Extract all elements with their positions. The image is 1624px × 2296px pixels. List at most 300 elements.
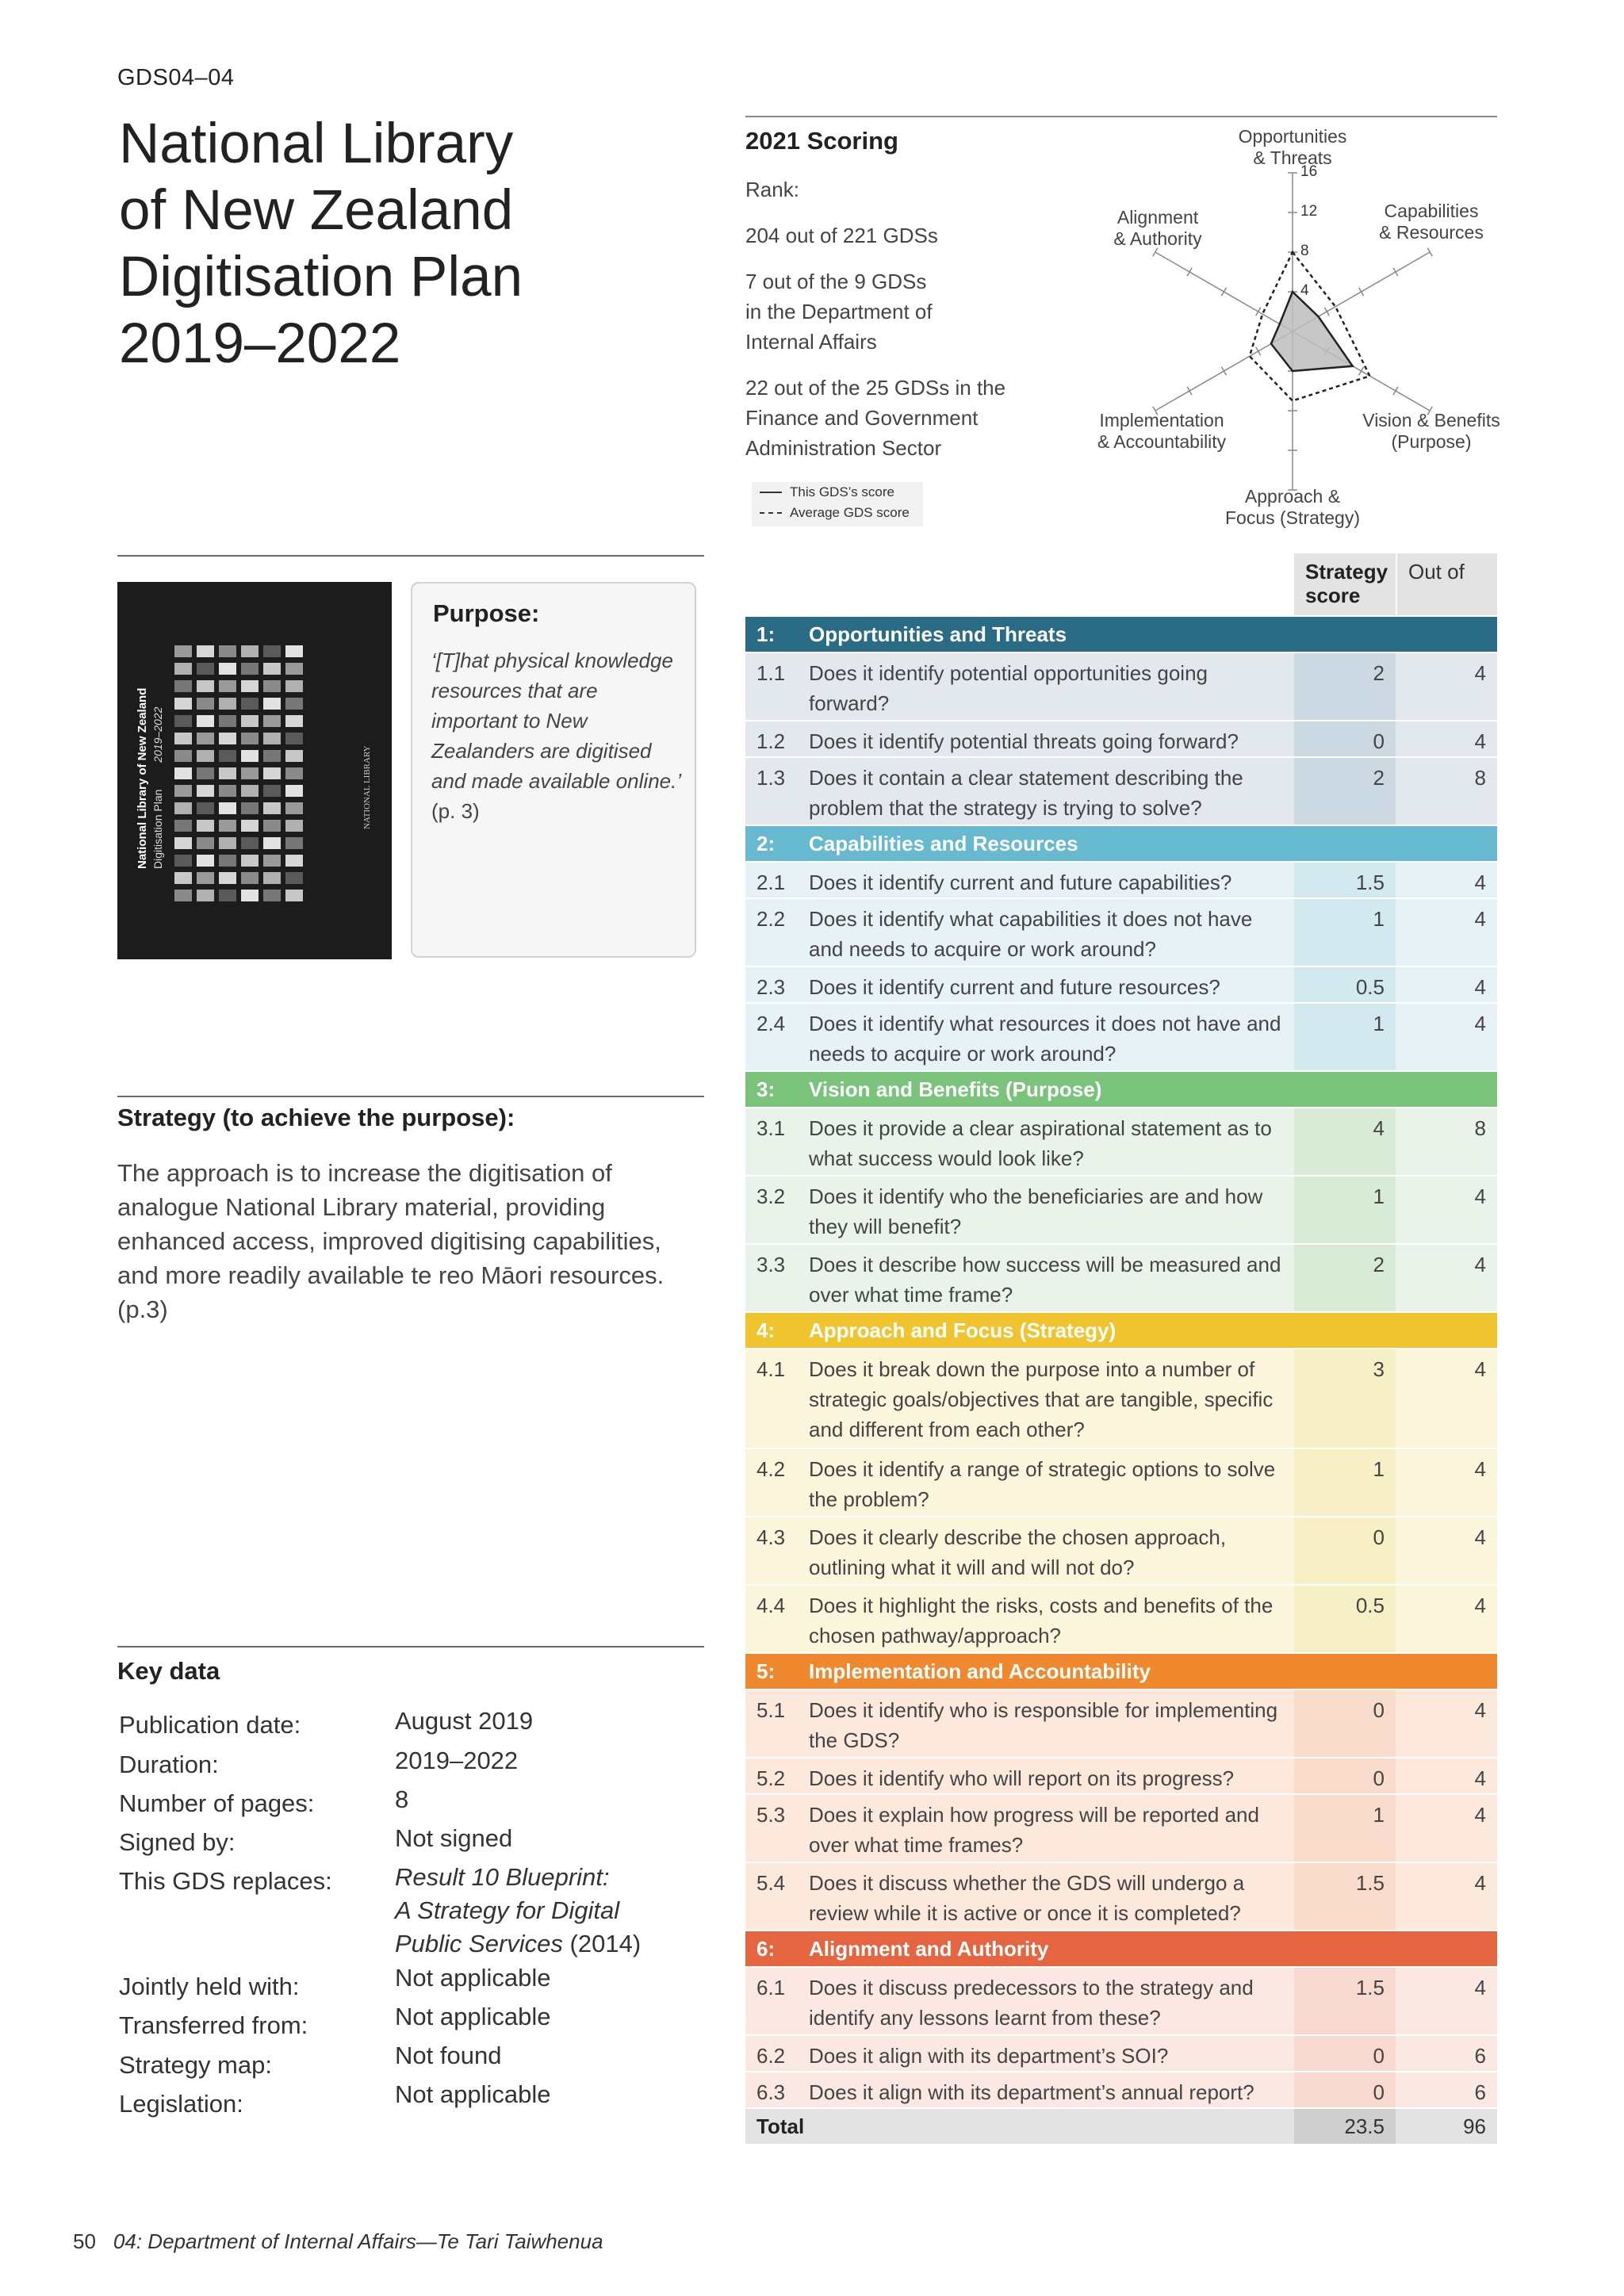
radar-tick	[1256, 347, 1261, 355]
cover-tile	[285, 750, 303, 762]
kd-map-value: Not found	[395, 2042, 502, 2069]
table-row	[745, 1449, 1497, 1516]
cover-tile	[263, 680, 281, 692]
question-text: Does it explain how progress will be reported and over what time frames?	[809, 1803, 1259, 1857]
kd-signed-label: Signed by:	[119, 1828, 236, 1856]
question-id: 2.2	[756, 907, 786, 931]
cover-tile	[285, 680, 303, 692]
table-row	[745, 1690, 1497, 1757]
solid-line-icon	[760, 492, 782, 493]
question-id: 2.4	[756, 1012, 786, 1035]
cover-tile	[241, 680, 259, 692]
kd-transferred-label: Transferred from:	[119, 2011, 308, 2039]
strategy-score-cell: 0	[1294, 2036, 1396, 2071]
table-row	[745, 1349, 1497, 1448]
table-header	[745, 553, 1497, 615]
cover-tile	[174, 855, 192, 867]
strategy-score-cell: 2	[1294, 758, 1396, 825]
question-text: Does it break down the purpose into a number of strategic goals/objectives that are tangible, specific and different from each other?	[809, 1357, 1274, 1441]
question-id: 5.4	[756, 1871, 786, 1895]
question-id: 3.1	[756, 1116, 786, 1140]
cover-tile	[219, 715, 236, 727]
table-row	[745, 899, 1497, 966]
table-row	[745, 863, 1497, 897]
rank-line: Administration Sector	[745, 436, 942, 460]
question-id: 5.1	[756, 1698, 786, 1722]
cover-tile	[174, 785, 192, 797]
cover-sub: Digitisation Plan	[151, 789, 164, 869]
kd-pages-label: Number of pages:	[119, 1789, 315, 1817]
table-row	[745, 1517, 1497, 1584]
section-title: Approach and Focus (Strategy)	[809, 1318, 1116, 1342]
cover-tile	[241, 890, 259, 901]
radar-legend	[752, 482, 923, 526]
strategy-score-cell: 1.5	[1294, 1968, 1396, 2034]
cover-tile	[219, 802, 236, 814]
section-title: Capabilities and Resources	[809, 832, 1078, 855]
cover-tile	[174, 680, 192, 692]
kd-replaces-text: A Strategy for Digital	[395, 1896, 620, 1924]
cover-tile	[241, 820, 259, 832]
out-of-cell: 4	[1474, 1525, 1486, 1549]
radar-tick	[1324, 308, 1329, 316]
total-score: 23.5	[1294, 2109, 1396, 2144]
cover-tile	[219, 767, 236, 779]
rank-overall: 204 out of 221 GDSs	[745, 224, 938, 247]
section-number: 2:	[756, 832, 776, 855]
radar-tick	[1187, 268, 1192, 276]
out-of-cell: 8	[1474, 766, 1486, 790]
cover-tile	[174, 698, 192, 710]
purpose-quote-text: ‘[T]hat physical knowledge resources that are important to New Zealanders are digitised and made available online.’	[431, 649, 682, 793]
kd-jointly-label: Jointly held with:	[119, 1973, 300, 2000]
rank-department	[745, 266, 933, 357]
rank-line: Internal Affairs	[745, 330, 877, 354]
kd-legislation-label: Legislation:	[119, 2090, 243, 2118]
radar-tick	[1153, 248, 1158, 256]
question-text: Does it identify who will report on its progress?	[809, 1766, 1235, 1790]
purpose-ref: (p. 3)	[431, 799, 480, 823]
rank-line: 22 out of the 25 GDSs in the	[745, 376, 1006, 400]
cover-tile	[174, 663, 192, 675]
radar-axis-label: Capabilities	[1384, 201, 1479, 221]
strategy-score-cell: 1	[1294, 1004, 1396, 1070]
cover-tile	[285, 820, 303, 832]
cover-tile	[241, 767, 259, 779]
out-of-cell: 4	[1474, 907, 1486, 931]
radar-tick-label: 4	[1300, 282, 1309, 299]
cover-tile	[219, 837, 236, 849]
question-id: 4.3	[756, 1525, 786, 1549]
radar-axis-label: & Authority	[1113, 228, 1202, 249]
cover-tile	[285, 733, 303, 744]
kd-replaces-text: Result 10 Blueprint:	[395, 1863, 610, 1891]
radar-axis-label: Focus (Strategy)	[1225, 507, 1360, 528]
key-data-divider	[117, 1646, 704, 1647]
legend-average-label: Average GDS score	[790, 505, 910, 520]
radar-axis-label: Implementation	[1099, 410, 1224, 430]
cover-tile	[263, 785, 281, 797]
footer-text: 04: Department of Internal Affairs—Te Tari Taiwhenua	[113, 2229, 603, 2253]
strategy-score-cell: 3	[1294, 1349, 1396, 1448]
kd-transferred-value: Not applicable	[395, 2003, 551, 2030]
cover-tile	[197, 663, 214, 675]
total-out-of: 96	[1463, 2114, 1486, 2138]
cover-tile	[241, 855, 259, 867]
cover-tile	[219, 750, 236, 762]
cover-tile	[197, 767, 214, 779]
scoring-divider	[745, 116, 1497, 117]
question-text: Does it identify current and future capabilities?	[809, 871, 1232, 894]
question-text: Does it identify who is responsible for implementing the GDS?	[809, 1698, 1278, 1752]
cover-tile	[219, 820, 236, 832]
question-text: Does it provide a clear aspirational statement as to what success would look like?	[809, 1116, 1272, 1170]
kd-signed-value: Not signed	[395, 1824, 513, 1852]
question-id: 5.2	[756, 1766, 786, 1790]
question-id: 6.3	[756, 2080, 786, 2104]
question-text: Does it discuss whether the GDS will undergo a review while it is active or once it is completed?	[809, 1871, 1245, 1925]
cover-tile	[285, 785, 303, 797]
section-number: 1:	[756, 622, 776, 646]
cover-tile	[197, 785, 214, 797]
question-id: 1.2	[756, 729, 786, 753]
cover-tile	[285, 645, 303, 657]
cover-tile	[263, 802, 281, 814]
cover-tile	[263, 820, 281, 832]
kd-legislation-value: Not applicable	[395, 2080, 551, 2108]
out-of-cell: 4	[1474, 1766, 1486, 1790]
radar-tick	[1256, 308, 1261, 316]
question-text: Does it identify who the beneficiaries are and how they will benefit?	[809, 1184, 1263, 1238]
kd-duration-value: 2019–2022	[395, 1747, 519, 1774]
kd-duration-label: Duration:	[119, 1751, 219, 1778]
total-label: Total	[756, 2114, 805, 2138]
cover-tile	[263, 698, 281, 710]
table-total-row	[745, 2109, 1497, 2144]
kd-replaces-line	[395, 1861, 696, 1894]
radar-axis-label: Alignment	[1116, 207, 1199, 228]
strategy-score-cell: 0	[1294, 1758, 1396, 1793]
page-title	[119, 111, 595, 377]
out-of-cell: 6	[1474, 2080, 1486, 2104]
col-strategy-score: Strategy score	[1294, 553, 1396, 615]
cover-tile	[241, 715, 259, 727]
cover-tile	[197, 698, 214, 710]
strategy-score-cell: 1	[1294, 899, 1396, 966]
question-text: Does it discuss predecessors to the strategy and identify any lessons learnt from these?	[809, 1976, 1254, 2030]
strategy-score-cell: 1	[1294, 1449, 1396, 1516]
cover-tile	[174, 837, 192, 849]
key-data-heading: Key data	[117, 1657, 220, 1685]
strategy-score-cell: 0	[1294, 1517, 1396, 1584]
radar-tick-label: 12	[1300, 203, 1318, 220]
question-text: Does it identify a range of strategic options to solve the problem?	[809, 1457, 1276, 1511]
out-of-cell: 4	[1474, 1976, 1486, 1999]
radar-axis-label: (Purpose)	[1391, 431, 1472, 452]
cover-years: 2019–2022	[151, 706, 164, 763]
kd-replaces-label: This GDS replaces:	[119, 1867, 332, 1895]
cover-tile	[197, 733, 214, 744]
cover-tile	[241, 645, 259, 657]
strategy-score-cell: 0	[1294, 2072, 1396, 2107]
radar-axis-label: Opportunities	[1238, 126, 1347, 147]
table-row	[745, 758, 1497, 825]
section-title: Opportunities and Threats	[809, 622, 1067, 646]
cover-tile	[174, 645, 192, 657]
title-line: of New Zealand	[119, 179, 514, 242]
table-row	[745, 967, 1497, 1002]
question-id: 2.1	[756, 871, 786, 894]
radar-axis-label: & Accountability	[1097, 431, 1227, 452]
cover-tile	[197, 802, 214, 814]
kd-publication-value: August 2019	[395, 1707, 534, 1735]
table-row	[745, 1177, 1497, 1243]
title-line: Digitisation Plan	[119, 246, 523, 308]
table-row	[745, 1758, 1497, 1793]
cover-tile	[263, 663, 281, 675]
question-id: 4.1	[756, 1357, 786, 1381]
cover-tile	[174, 733, 192, 744]
cover-tile	[241, 837, 259, 849]
out-of-cell: 4	[1474, 1012, 1486, 1035]
cover-tile	[219, 645, 236, 657]
question-text: Does it identify what resources it does not have and needs to acquire or work around?	[809, 1012, 1281, 1066]
question-text: Does it identify current and future resources?	[809, 975, 1220, 999]
cover-logo: NATIONAL LIBRARY	[362, 745, 372, 829]
question-text: Does it identify potential opportunities going forward?	[809, 661, 1208, 715]
cover-tile	[219, 890, 236, 901]
question-text: Does it highlight the risks, costs and benefits of the chosen pathway/approach?	[809, 1594, 1274, 1647]
cover-tile	[197, 750, 214, 762]
out-of-cell: 4	[1474, 1803, 1486, 1827]
strategy-score-cell: 0.5	[1294, 967, 1396, 1002]
cover-tile	[263, 645, 281, 657]
cover-tile	[285, 890, 303, 901]
radar-tick	[1359, 288, 1364, 296]
cover-tile	[263, 890, 281, 901]
kd-replaces-line	[395, 1927, 696, 1961]
cover-tile	[174, 750, 192, 762]
kd-replaces-value	[395, 1861, 696, 1961]
table-row	[745, 1795, 1497, 1862]
question-id: 3.2	[756, 1184, 786, 1208]
section-number: 5:	[756, 1659, 776, 1683]
table-row	[745, 721, 1497, 756]
kd-publication-label: Publication date:	[119, 1711, 301, 1739]
strategy-score-cell: 2	[1294, 1245, 1396, 1311]
cover-tile	[285, 663, 303, 675]
out-of-cell: 8	[1474, 1116, 1486, 1140]
table-row	[745, 1863, 1497, 1930]
cover-image	[117, 582, 392, 959]
score-table	[745, 553, 1497, 2144]
cover-tile	[241, 698, 259, 710]
strategy-score-cell: 0.5	[1294, 1586, 1396, 1652]
strategy-score-cell: 2	[1294, 653, 1396, 720]
radar-tick	[1427, 248, 1432, 256]
radar-axis-label: Approach &	[1244, 486, 1341, 507]
table-row	[745, 1586, 1497, 1652]
section-title: Implementation and Accountability	[809, 1659, 1151, 1683]
out-of-cell: 4	[1474, 1357, 1486, 1381]
cover-tile	[174, 802, 192, 814]
table-row	[745, 1245, 1497, 1311]
cover-tile	[219, 785, 236, 797]
kd-pages-value: 8	[395, 1785, 409, 1813]
question-text: Does it identify potential threats going forward?	[809, 729, 1239, 753]
strategy-heading: Strategy (to achieve the purpose):	[117, 1104, 515, 1131]
cover-thumbnail	[117, 582, 392, 959]
cover-tile	[263, 872, 281, 884]
question-text: Does it describe how success will be measured and over what time frame?	[809, 1253, 1281, 1307]
section-title: Alignment and Authority	[809, 1937, 1049, 1961]
page-number: 50	[73, 2229, 96, 2253]
cover-tile	[263, 715, 281, 727]
table-row	[745, 2036, 1497, 2071]
table-row	[745, 1004, 1497, 1070]
cover-tile	[197, 872, 214, 884]
out-of-cell: 4	[1474, 871, 1486, 894]
out-of-cell: 4	[1474, 1253, 1486, 1276]
cover-tile	[263, 750, 281, 762]
radar-tick	[1359, 367, 1364, 375]
section-number: 6:	[756, 1937, 776, 1961]
strategy-text: The approach is to increase the digitisation of analogue National Library material, providing enhanced access, improved digitising capabilities, and more readily available te reo Māori resources. (p.3)	[117, 1159, 665, 1323]
cover-tile	[174, 820, 192, 832]
strategy-score-cell: 1	[1294, 1795, 1396, 1862]
question-text: Does it identify what capabilities it does not have and needs to acquire or work around?	[809, 907, 1253, 961]
rank-sector	[745, 373, 1005, 463]
cover-tile	[219, 733, 236, 744]
cover-tile	[241, 733, 259, 744]
cover-tile	[285, 767, 303, 779]
strategy-score-cell: 1.5	[1294, 1863, 1396, 1930]
radar-tick	[1393, 268, 1398, 276]
purpose-box	[411, 582, 696, 958]
cover-tile	[263, 837, 281, 849]
rank-line: in the Department of	[745, 300, 933, 323]
table-section-header	[745, 1931, 1497, 1966]
cover-tile	[285, 855, 303, 867]
radar-axis-label: & Threats	[1253, 147, 1332, 168]
strategy-score-cell: 0	[1294, 1690, 1396, 1757]
out-of-cell: 4	[1474, 1457, 1486, 1481]
question-id: 6.1	[756, 1976, 786, 1999]
table-row	[745, 653, 1497, 720]
cover-tile	[263, 733, 281, 744]
cover-tile	[241, 872, 259, 884]
cover-tile	[174, 767, 192, 779]
out-of-cell: 6	[1474, 2044, 1486, 2068]
rank-label: Rank:	[745, 178, 799, 201]
strategy-score-cell: 4	[1294, 1108, 1396, 1175]
cover-grid	[174, 645, 303, 901]
cover-tile	[285, 698, 303, 710]
cover-tile	[241, 802, 259, 814]
kd-replaces-line	[395, 1894, 696, 1927]
question-id: 1.3	[756, 766, 786, 790]
col-out-of: Out of	[1397, 553, 1497, 615]
radar-axis-label: & Resources	[1379, 222, 1484, 243]
strategy-score-cell: 1.5	[1294, 863, 1396, 897]
cover-tile	[219, 663, 236, 675]
cover-tile	[197, 890, 214, 901]
table-row	[745, 1968, 1497, 2034]
cover-tile	[174, 890, 192, 901]
radar-tick	[1221, 367, 1226, 375]
cover-tile	[219, 855, 236, 867]
radar-tick	[1221, 288, 1226, 296]
question-text: Does it contain a clear statement describing the problem that the strategy is trying to solve?	[809, 766, 1243, 820]
legend-this	[752, 482, 923, 503]
question-id: 1.1	[756, 661, 786, 685]
purpose-divider	[117, 555, 704, 557]
out-of-cell: 4	[1474, 1698, 1486, 1722]
radar-tick	[1187, 387, 1192, 395]
legend-this-label: This GDS’s score	[790, 484, 894, 499]
purpose-quote	[431, 645, 685, 826]
document-code: GDS04–04	[117, 65, 235, 90]
cover-tile	[219, 680, 236, 692]
cover-tile	[197, 645, 214, 657]
radar-tick	[1393, 387, 1398, 395]
cover-tile	[285, 715, 303, 727]
out-of-cell: 4	[1474, 729, 1486, 753]
out-of-cell: 4	[1474, 975, 1486, 999]
cover-tile	[241, 750, 259, 762]
cover-tile	[285, 837, 303, 849]
cover-tile	[197, 855, 214, 867]
cover-tile	[219, 698, 236, 710]
kd-replaces-text: Public Services	[395, 1930, 563, 1957]
out-of-cell: 4	[1474, 661, 1486, 685]
rank-line: 7 out of the 9 GDSs	[745, 270, 927, 293]
radar-tick-label: 8	[1300, 243, 1309, 259]
page-footer	[73, 2229, 603, 2254]
kd-replaces-year: (2014)	[569, 1930, 642, 1957]
table-section-header	[745, 826, 1497, 861]
cover-tile	[197, 820, 214, 832]
strategy-score-cell: 0	[1294, 721, 1396, 756]
cover-tile	[197, 715, 214, 727]
table-row	[745, 2072, 1497, 2107]
cover-tile	[263, 767, 281, 779]
table-row	[745, 1108, 1497, 1175]
cover-tile	[285, 872, 303, 884]
table-section-header	[745, 617, 1497, 652]
section-number: 4:	[756, 1318, 776, 1342]
title-line: National Library	[119, 113, 514, 175]
cover-tile	[197, 837, 214, 849]
section-title: Vision and Benefits (Purpose)	[809, 1077, 1102, 1101]
kd-jointly-value: Not applicable	[395, 1964, 551, 1992]
strategy-score-cell: 1	[1294, 1177, 1396, 1243]
dashed-line-icon	[760, 512, 782, 514]
cover-tile	[241, 785, 259, 797]
cover-tile	[197, 680, 214, 692]
section-number: 3:	[756, 1077, 776, 1101]
question-id: 4.2	[756, 1457, 786, 1481]
cover-tile	[285, 802, 303, 814]
purpose-heading: Purpose:	[433, 599, 540, 627]
strategy-divider	[117, 1096, 704, 1097]
radar-axis-label: Vision & Benefits	[1362, 410, 1500, 430]
cover-tile	[241, 663, 259, 675]
out-of-cell: 4	[1474, 1594, 1486, 1617]
legend-average	[752, 503, 923, 523]
question-text: Does it clearly describe the chosen approach, outlining what it will and will not do?	[809, 1525, 1227, 1579]
rank-line: Finance and Government	[745, 406, 979, 430]
